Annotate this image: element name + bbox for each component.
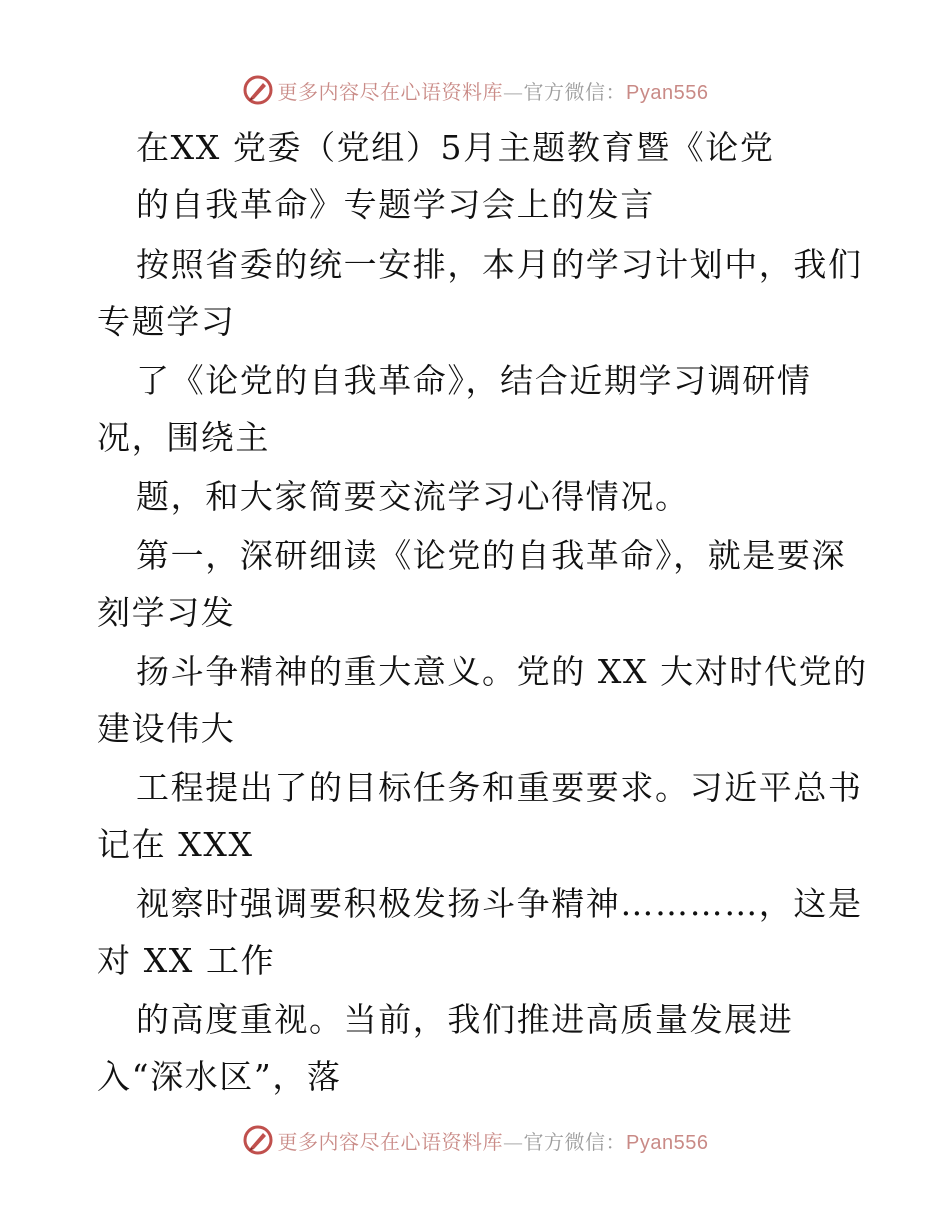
paragraph-line: 专题学习: [97, 302, 236, 341]
header-watermark-banner: [0, 70, 950, 110]
paragraph-line: 工程提出了的目标任务和重要要求。习近平总书: [136, 768, 863, 807]
watermark-title: 更多内容尽在心语资料库: [277, 79, 504, 104]
paragraph-line: 入“深水区”，落: [97, 1057, 342, 1096]
watermark-wechat-id: Pyan556: [626, 1131, 709, 1154]
paragraph-line: 了《论党的自我革命》，结合近期学习调研情: [136, 361, 812, 400]
paragraph-line: 建设伟大: [97, 709, 236, 748]
watermark-title: 更多内容尽在心语资料库: [277, 1129, 504, 1154]
paragraph-line: 对 XX 工作: [97, 941, 276, 980]
watermark-dash: —: [503, 1129, 524, 1154]
red-pen-nib-logo-icon: [242, 1124, 274, 1156]
paragraph-line: 况，围绕主: [97, 418, 270, 457]
title-line-2: 的自我革命》专题学习会上的发言: [136, 185, 655, 224]
title-line-1: 在XX 党委（党组）5月主题教育暨《论党: [136, 128, 775, 167]
paragraph-line: 扬斗争精神的重大意义。党的 XX 大对时代党的: [136, 652, 868, 691]
watermark-dash: —: [503, 79, 524, 104]
paragraph-line: 记在 XXX: [97, 825, 254, 864]
watermark-text: [278, 1126, 709, 1155]
paragraph-line: 视察时强调要积极发扬斗争精神…………，这是: [136, 884, 863, 923]
footer-watermark-banner: [0, 1120, 950, 1160]
red-pen-nib-logo-icon: [242, 74, 274, 106]
watermark-text: [278, 76, 709, 105]
watermark-wechat-label: 官方微信：: [523, 1129, 627, 1154]
paragraph-line: 按照省委的统一安排，本月的学习计划中，我们: [136, 245, 863, 284]
paragraph-line: 的高度重视。当前，我们推进高质量发展进: [136, 1000, 794, 1039]
watermark-wechat-label: 官方微信：: [523, 79, 627, 104]
paragraph-line: 刻学习发: [97, 593, 236, 632]
watermark-wechat-id: Pyan556: [626, 81, 709, 104]
paragraph-line: 第一，深研细读《论党的自我革命》，就是要深: [136, 536, 847, 575]
paragraph-line: 题，和大家简要交流学习心得情况。: [136, 477, 690, 516]
